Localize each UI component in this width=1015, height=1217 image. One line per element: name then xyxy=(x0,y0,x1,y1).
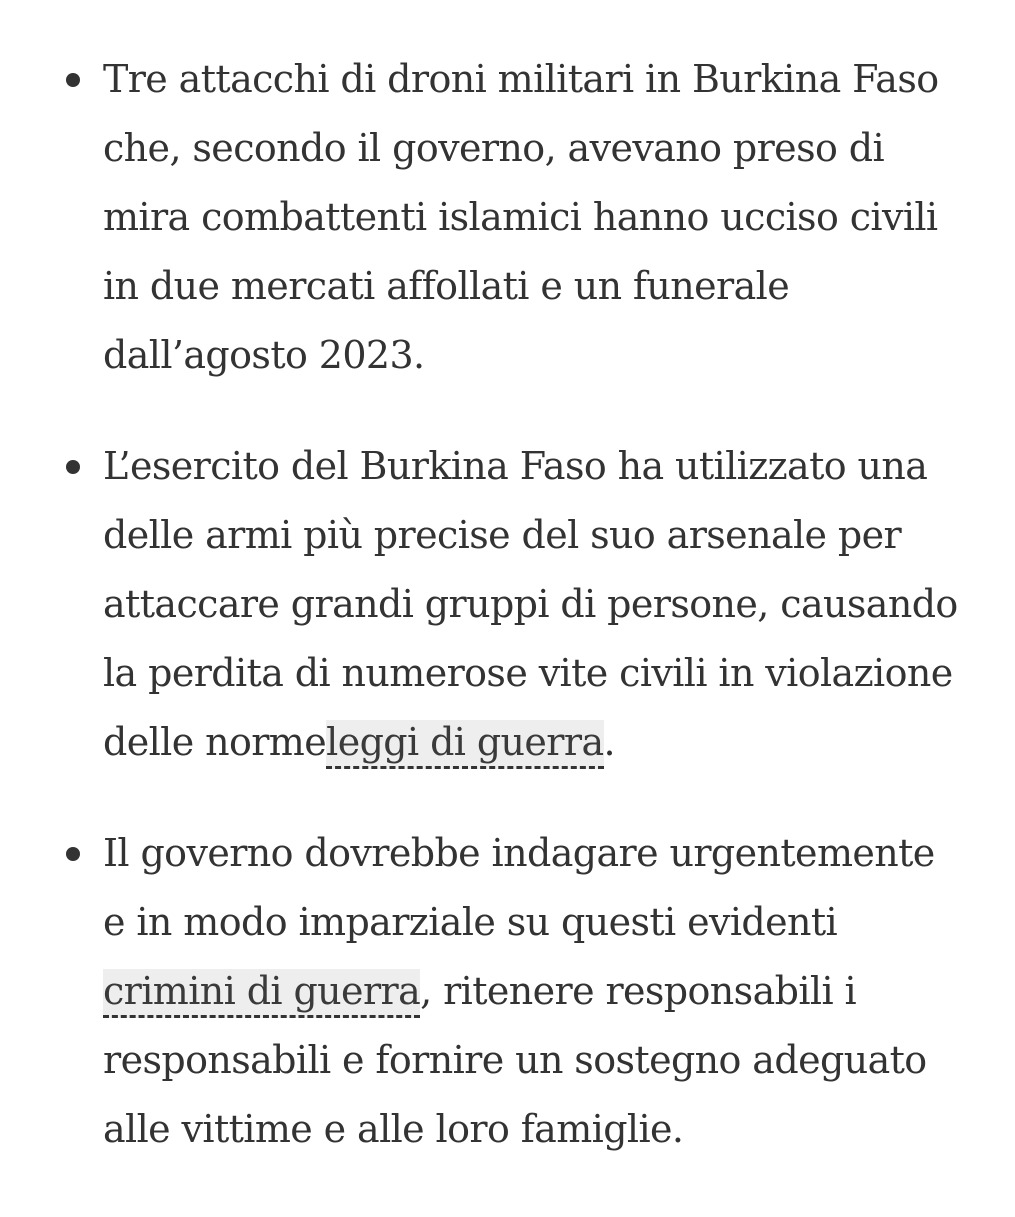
bullet-dot-icon xyxy=(66,73,80,87)
list-item-text: Il governo dovrebbe indagare urgentemente e in modo imparziale su questi evidenti xyxy=(103,831,935,944)
list-item-text-tail: , ritenere responsabili i responsabili e fornire un sostegno adeguato alle vittime e alle loro famiglie. xyxy=(103,969,927,1151)
list-item-text-tail: . xyxy=(603,720,615,764)
list-item-text: Tre attacchi di droni militari in Burkina Faso che, secondo il governo, avevano preso di mira combattenti islamici hanno ucciso civili in due mercati affollati e un funerale dall’agosto 2023. xyxy=(103,57,939,377)
list-item-text: L’esercito del Burkina Faso ha utilizzato una delle armi più precise del suo arsenale per attaccare grandi gruppi di persone, causando la perdita di numerose vite civili in violazione delle norme xyxy=(103,444,958,764)
glossary-term-leggi-di-guerra[interactable]: leggi di guerra xyxy=(326,720,603,769)
key-points-list xyxy=(103,45,963,1206)
glossary-term-crimini-di-guerra[interactable]: crimini di guerra xyxy=(103,969,420,1018)
list-item xyxy=(103,45,963,390)
list-item xyxy=(103,819,963,1164)
bullet-dot-icon xyxy=(66,847,80,861)
list-item xyxy=(103,432,963,777)
bullet-dot-icon xyxy=(66,460,80,474)
